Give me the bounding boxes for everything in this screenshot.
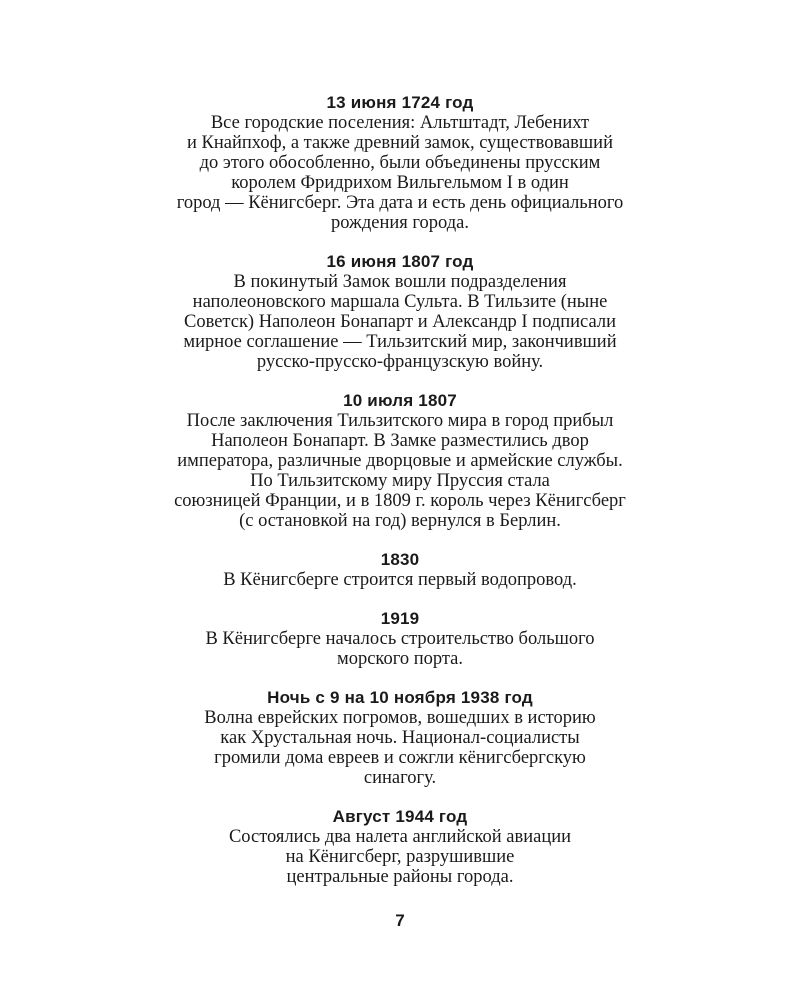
entry-text-line: центральные районы города. [286, 867, 514, 887]
entry-text-line: В покинутый Замок вошли подразделения [233, 272, 567, 292]
timeline-entry [0, 550, 800, 590]
entry-text-line: союзницей Франции, и в 1809 г. король через Кёнигсберг [174, 491, 626, 511]
timeline-entry [0, 391, 800, 531]
entry-text-line: как Хрустальная ночь. Национал-социалисты [220, 728, 580, 748]
timeline-entry [0, 609, 800, 669]
timeline-entry [0, 252, 800, 372]
entry-text-line: По Тильзитскому миру Пруссия стала [250, 471, 550, 491]
entry-date: 13 июня 1724 год [326, 93, 474, 112]
timeline-entry [0, 807, 800, 887]
entry-date: Август 1944 год [332, 807, 468, 826]
entry-text-line: В Кёнигсберге строится первый водопровод. [223, 570, 577, 590]
entry-text-line: наполеоновского маршала Сульта. В Тильзите (ныне [192, 292, 608, 312]
entry-text-line: В Кёнигсберге началось строительство большого [205, 629, 595, 649]
entry-text-line: громили дома евреев и сожгли кёнигсбергскую [214, 748, 586, 768]
timeline-entry [0, 688, 800, 788]
entry-text-line: Советск) Наполеон Бонапарт и Александр I подписали [184, 312, 616, 332]
entry-text-line: на Кёнигсберг, разрушившие [285, 847, 515, 867]
entry-text-line: (с остановкой на год) вернулся в Берлин. [239, 511, 561, 531]
entry-text-line: до этого обособленно, были объединены прусским [199, 153, 601, 173]
entry-date: Ночь с 9 на 10 ноября 1938 год [267, 688, 533, 707]
entry-text-line: королем Фридрихом Вильгельмом I в один [231, 173, 569, 193]
entry-date: 10 июля 1807 [343, 391, 457, 410]
entry-text-line: После заключения Тильзитского мира в город прибыл [186, 411, 614, 431]
timeline-entry [0, 93, 800, 233]
entry-date: 1919 [380, 609, 420, 628]
entry-date: 1830 [380, 550, 420, 569]
entry-text-line: русско-прусско-французскую войну. [256, 352, 544, 372]
entry-text-line: Все городские поселения: Альтштадт, Лебенихт [210, 113, 590, 133]
entry-date: 16 июня 1807 год [326, 252, 474, 271]
entry-text-line: императора, различные дворцовые и армейские службы. [177, 451, 623, 471]
entry-text-line: синагогу. [363, 768, 437, 788]
entry-text-line: Состоялись два налета английской авиации [228, 827, 572, 847]
entry-text-line: Волна еврейских погромов, вошедших в историю [204, 708, 596, 728]
entry-text-line: рождения города. [331, 213, 469, 233]
entry-text-line: Наполеон Бонапарт. В Замке разместились двор [211, 431, 589, 451]
page-number: 7 [395, 911, 405, 930]
timeline-page [0, 93, 800, 906]
entry-text-line: и Кнайпхоф, а также древний замок, существовавший [187, 133, 613, 153]
entry-text-line: морского порта. [336, 649, 464, 669]
entry-text-line: мирное соглашение — Тильзитский мир, закончивший [183, 332, 617, 352]
entry-text-line: город — Кёнигсберг. Эта дата и есть день официального [176, 193, 624, 213]
